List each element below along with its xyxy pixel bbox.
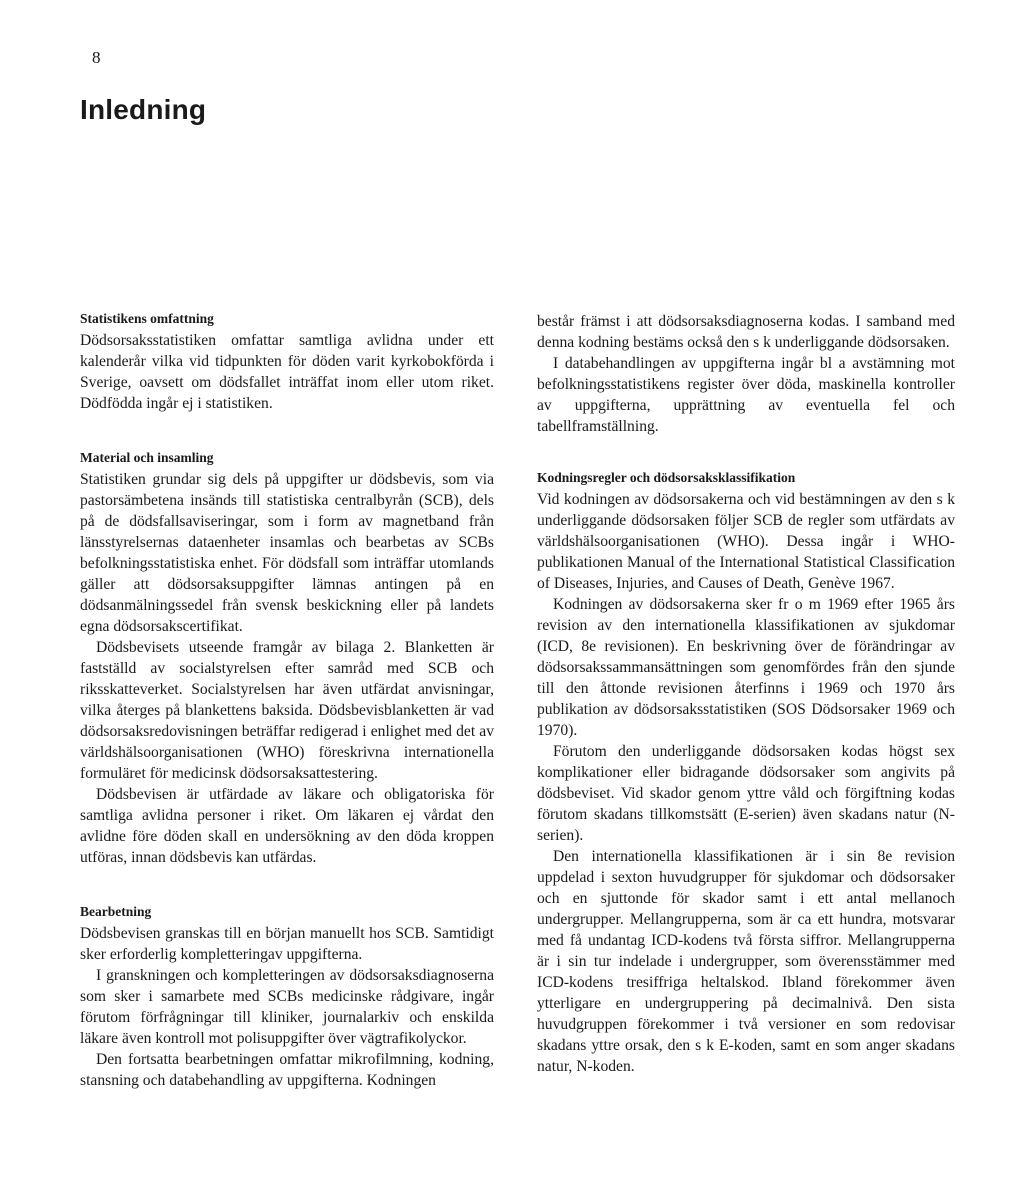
paragraph: Dödsorsaksstatistiken omfattar samtliga avlidna under ett kalenderår vilka vid tidpunkten för döden varit kyrkobokförda i Sverige, oavsett om dödsfallet inträffat inom eller utom riket. Dödfödda ingår ej i statistiken. [80, 332, 494, 412]
section-material-och-insamling [80, 448, 494, 868]
paragraph: består främst i att dödsorsaksdiagnoserna kodas. I samband med denna kodning bestäms också den s k underliggande dödsorsaken. [537, 313, 955, 351]
left-column [80, 309, 494, 1091]
section-statistikens-omfattning [80, 309, 494, 414]
right-column [537, 311, 955, 1077]
paragraph: Den internationella klassifikationen är i sin 8e revision uppdelad i sexton huvudgrupper för sjukdomar och dödsorsaker och en sjuttonde för skador samt i ett antal mellanoch undergrupper. Mellangrupperna, som är ca ett hundra, motsvarar med få undantag ICD-kodens två första siffror. Mellangrupperna är i sin tur indelade i undergrupper, som överensstämmer med ICD-kodens tresiffriga heltalskod. Ibland förekommer även ytterligare en undergruppering på decimalnivå. Den sista huvudgruppen förekommer i två versioner en som redovisar skadans yttre orsak, den s k E-koden, samt en som anger skadans natur, N-koden. [537, 848, 955, 1075]
paragraph: Vid kodningen av dödsorsakerna och vid bestämningen av den s k underliggande dödsorsaken följer SCB de regler som utfärdats av världshälsoorganisationen (WHO). Dessa ingår i WHO-publikationen Manual of the International Statistical Classification of Diseases, Injuries, and Causes of Death, Genève 1967. [537, 491, 955, 592]
section-bearbetning [80, 902, 494, 1091]
paragraph: I databehandlingen av uppgifterna ingår bl a avstämning mot befolkningsstatistikens register över döda, maskinella kontroller av uppgifterna, upprättning av eventuella fel och tabellframställning. [537, 355, 955, 435]
paragraph: Kodningen av dödsorsakerna sker fr o m 1969 efter 1965 års revision av den internationella klassifikationen av sjukdomar (ICD, 8e revisionen). En beskrivning över de förändringar av dödsorsakssammansättningen som genomfördes från den sjunde till den åttonde revisionen återfinns i 1969 och 1970 års publikation av dödsorsaksstatistiken (SOS Dödsorsaker 1969 och 1970). [537, 596, 955, 739]
paragraph: Förutom den underliggande dödsorsaken kodas högst sex komplikationer eller bidragande dödsorsaker som angivits på dödsbeviset. Vid skador genom yttre våld och förgiftning kodas förutom skadans tillkomstsätt (E-serien) även skadans natur (N-serien). [537, 743, 955, 844]
section-heading: Statistikens omfattning [80, 311, 214, 326]
page-number: 8 [92, 48, 101, 67]
paragraph: Dödsbevisen är utfärdade av läkare och obligatoriska för samtliga avlidna personer i riket. Om läkaren ej vårdat den avlidne före döden skall en undersökning av den döda kroppen utföras, innan dödsbevis kan utfärdas. [80, 786, 494, 866]
section-kodningsregler [537, 468, 955, 1077]
page-title: Inledning [80, 94, 207, 125]
paragraph: I granskningen och kompletteringen av dödsorsaksdiagnoserna som sker i samarbete med SCBs medicinske rådgivare, ingår förutom förfrågningar till kliniker, journalarkiv och enskilda läkare även kontroll mot polisuppgifter över vägtrafikolyckor. [80, 967, 494, 1047]
section-continuation [537, 311, 955, 437]
paragraph: Statistiken grundar sig dels på uppgifter ur dödsbevis, som via pastorsämbetena insänds till statistiska centralbyrån (SCB), dels på de dödsfallsaviseringar, som i form av magnetband från länsstyrelsernas dataenheter insamlas och bearbetas av SCBs befolkningsstatistiska enhet. För dödsfall som inträffar utomlands gäller att dödsorsaksuppgifter lämnas antingen på en dödsanmälningssedel från svensk beskickning eller på landets egna dödsorsakscertifikat. [80, 471, 494, 635]
paragraph: Dödsbevisen granskas till en början manuellt hos SCB. Samtidigt sker erforderlig kompletteringav uppgifterna. [80, 925, 494, 963]
section-heading: Bearbetning [80, 904, 152, 919]
section-heading: Kodningsregler och dödsorsaksklassifikation [537, 470, 796, 485]
paragraph: Den fortsatta bearbetningen omfattar mikrofilmning, kodning, stansning och databehandling av uppgifterna. Kodningen [80, 1051, 494, 1089]
paragraph: Dödsbevisets utseende framgår av bilaga 2. Blanketten är fastställd av socialstyrelsen efter samråd med SCB och riksskatteverket. Socialstyrelsen har även utfärdat anvisningar, vilka återges på blankettens baksida. Dödsbevisblanketten är vad dödsorsaksredovisningen beträffar redigerad i enlighet med det av världshälsoorganisationen (WHO) föreskrivna internationella formuläret för medicinsk dödsorsaksattestering. [80, 639, 494, 782]
section-heading: Material och insamling [80, 450, 214, 465]
